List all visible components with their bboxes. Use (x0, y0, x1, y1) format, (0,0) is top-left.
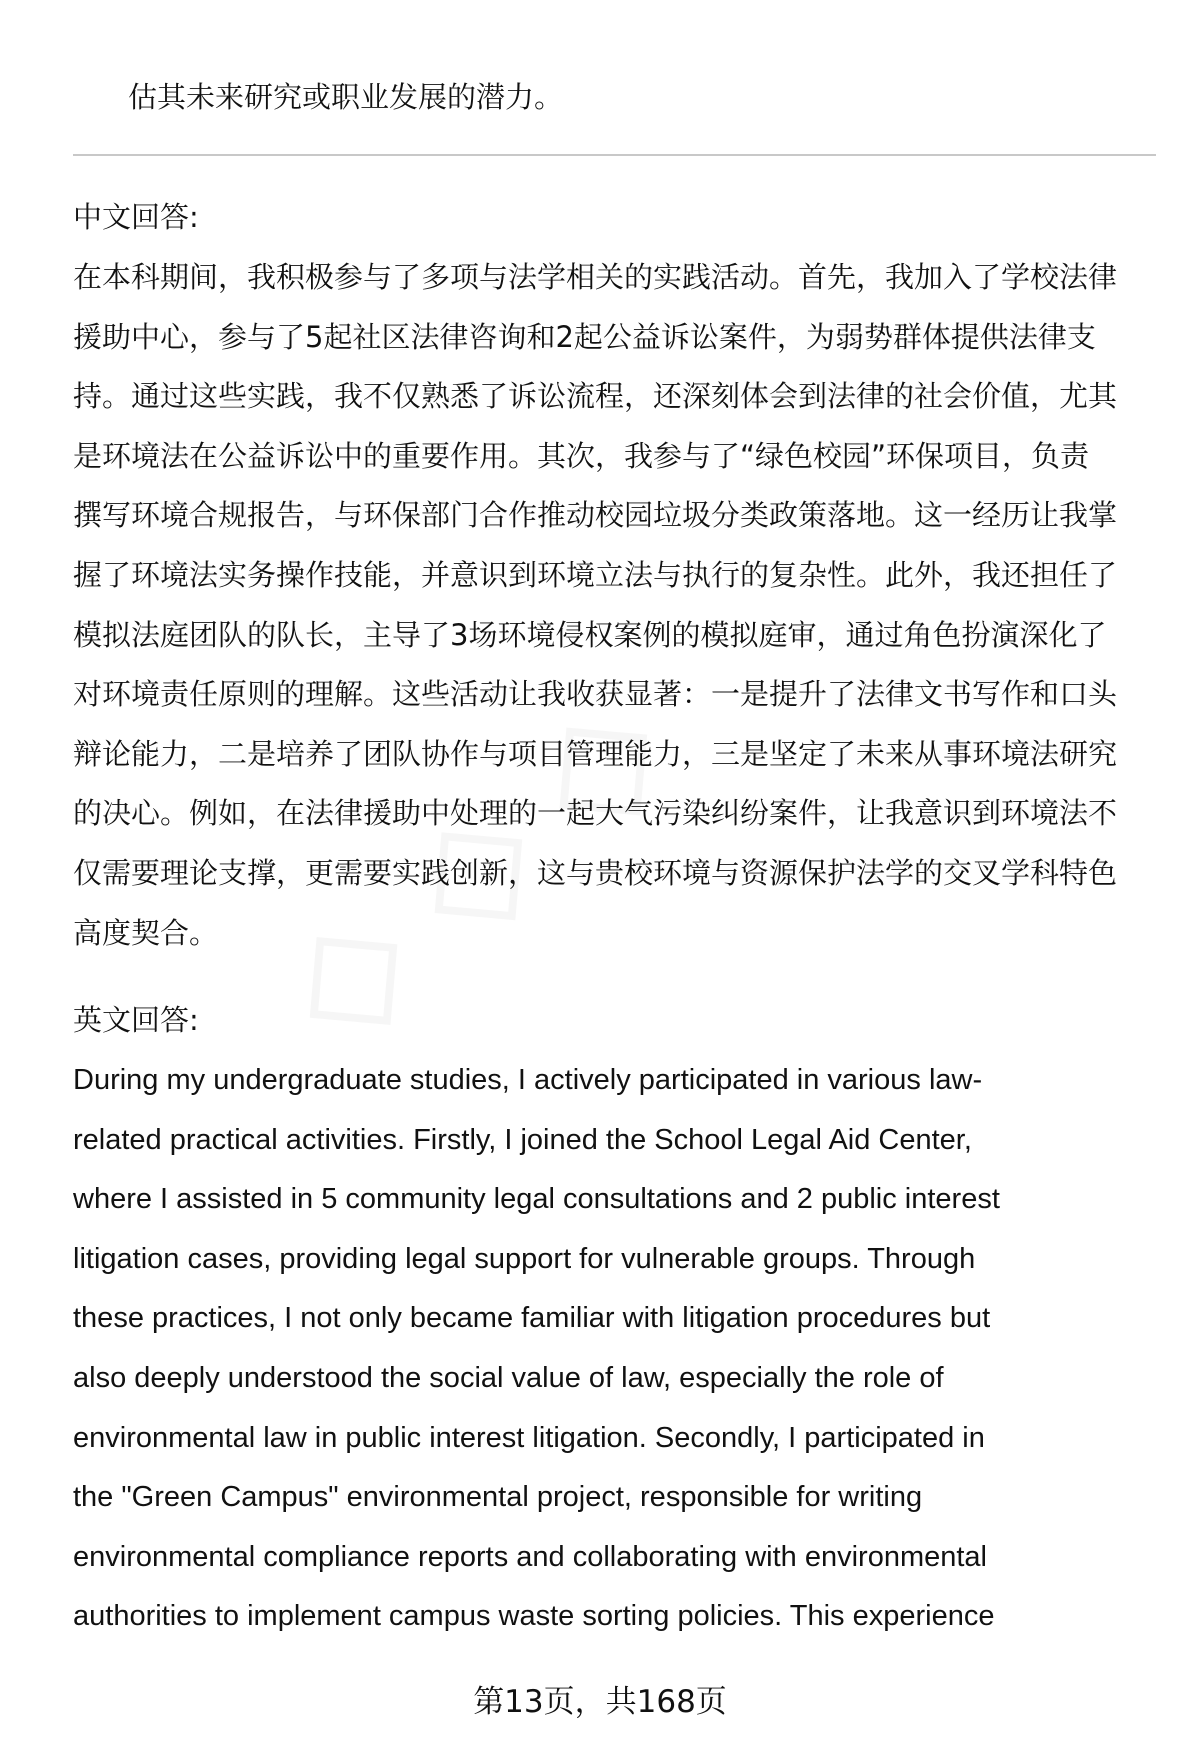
en-line: litigation cases, providing legal support for vulnerable groups. Through (73, 1242, 976, 1275)
en-line: the "Green Campus" environmental project, responsible for writing (73, 1481, 923, 1514)
zh-line: 在本科期间，我积极参与了多项与法学相关的实践活动。首先，我加入了学校法律 (73, 260, 1118, 294)
zh-line: 援助中心，参与了5起社区法律咨询和2起公益诉讼案件，为弱势群体提供法律支 (73, 319, 1096, 354)
en-line: where I assisted in 5 community legal consultations and 2 public interest (73, 1183, 1000, 1216)
zh-line: 撰写环境合规报告，与环保部门合作推动校园垃圾分类政策落地。这一经历让我掌 (73, 498, 1118, 533)
en-line: environmental compliance reports and collaborating with environmental (73, 1540, 987, 1573)
zh-line: 持。通过这些实践，我不仅熟悉了诉讼流程，还深刻体会到法律的社会价值，尤其 (73, 379, 1118, 414)
zh-line: 对环境责任原则的理解。这些活动让我收获显著：一是提升了法律文书写作和口头 (73, 677, 1118, 712)
intro-tail-text: 估其未来研究或职业发展的潜力。 (128, 80, 564, 114)
en-line: environmental law in public interest litigation. Secondly, I participated in (73, 1421, 985, 1454)
en-line: During my undergraduate studies, I actively participated in various law- (73, 1064, 983, 1096)
en-line: related practical activities. Firstly, I joined the School Legal Aid Center, (73, 1123, 972, 1156)
zh-line: 握了环境法实务操作技能，并意识到环境立法与执行的复杂性。此外，我还担任了 (73, 558, 1118, 592)
zh-heading: 中文回答: (73, 200, 199, 234)
en-line: these practices, I not only became familiar with litigation procedures but (73, 1302, 991, 1335)
en-line: also deeply understood the social value of law, especially the role of (73, 1362, 944, 1394)
en-line: authorities to implement campus waste sorting policies. This experience (73, 1600, 995, 1633)
zh-line: 的决心。例如，在法律援助中处理的一起大气污染纠纷案件，让我意识到环境法不 (73, 796, 1118, 831)
section-divider (73, 154, 1156, 156)
en-heading: 英文回答: (73, 1003, 199, 1037)
zh-line: 模拟法庭团队的队长，主导了3场环境侵权案例的模拟庭审，通过角色扮演深化了 (73, 617, 1107, 652)
zh-line: 高度契合。 (73, 915, 219, 950)
zh-line: 辩论能力，二是培养了团队协作与项目管理能力，三是坚定了未来从事环境法研究 (73, 736, 1118, 771)
page-number: 第13页，共168页 (473, 1684, 727, 1720)
zh-line: 仅需要理论支撑，更需要实践创新，这与贵校环境与资源保护法学的交叉学科特色 (73, 856, 1118, 890)
zh-line: 是环境法在公益诉讼中的重要作用。其次，我参与了“绿色校园”环保项目，负责 (73, 438, 1090, 473)
